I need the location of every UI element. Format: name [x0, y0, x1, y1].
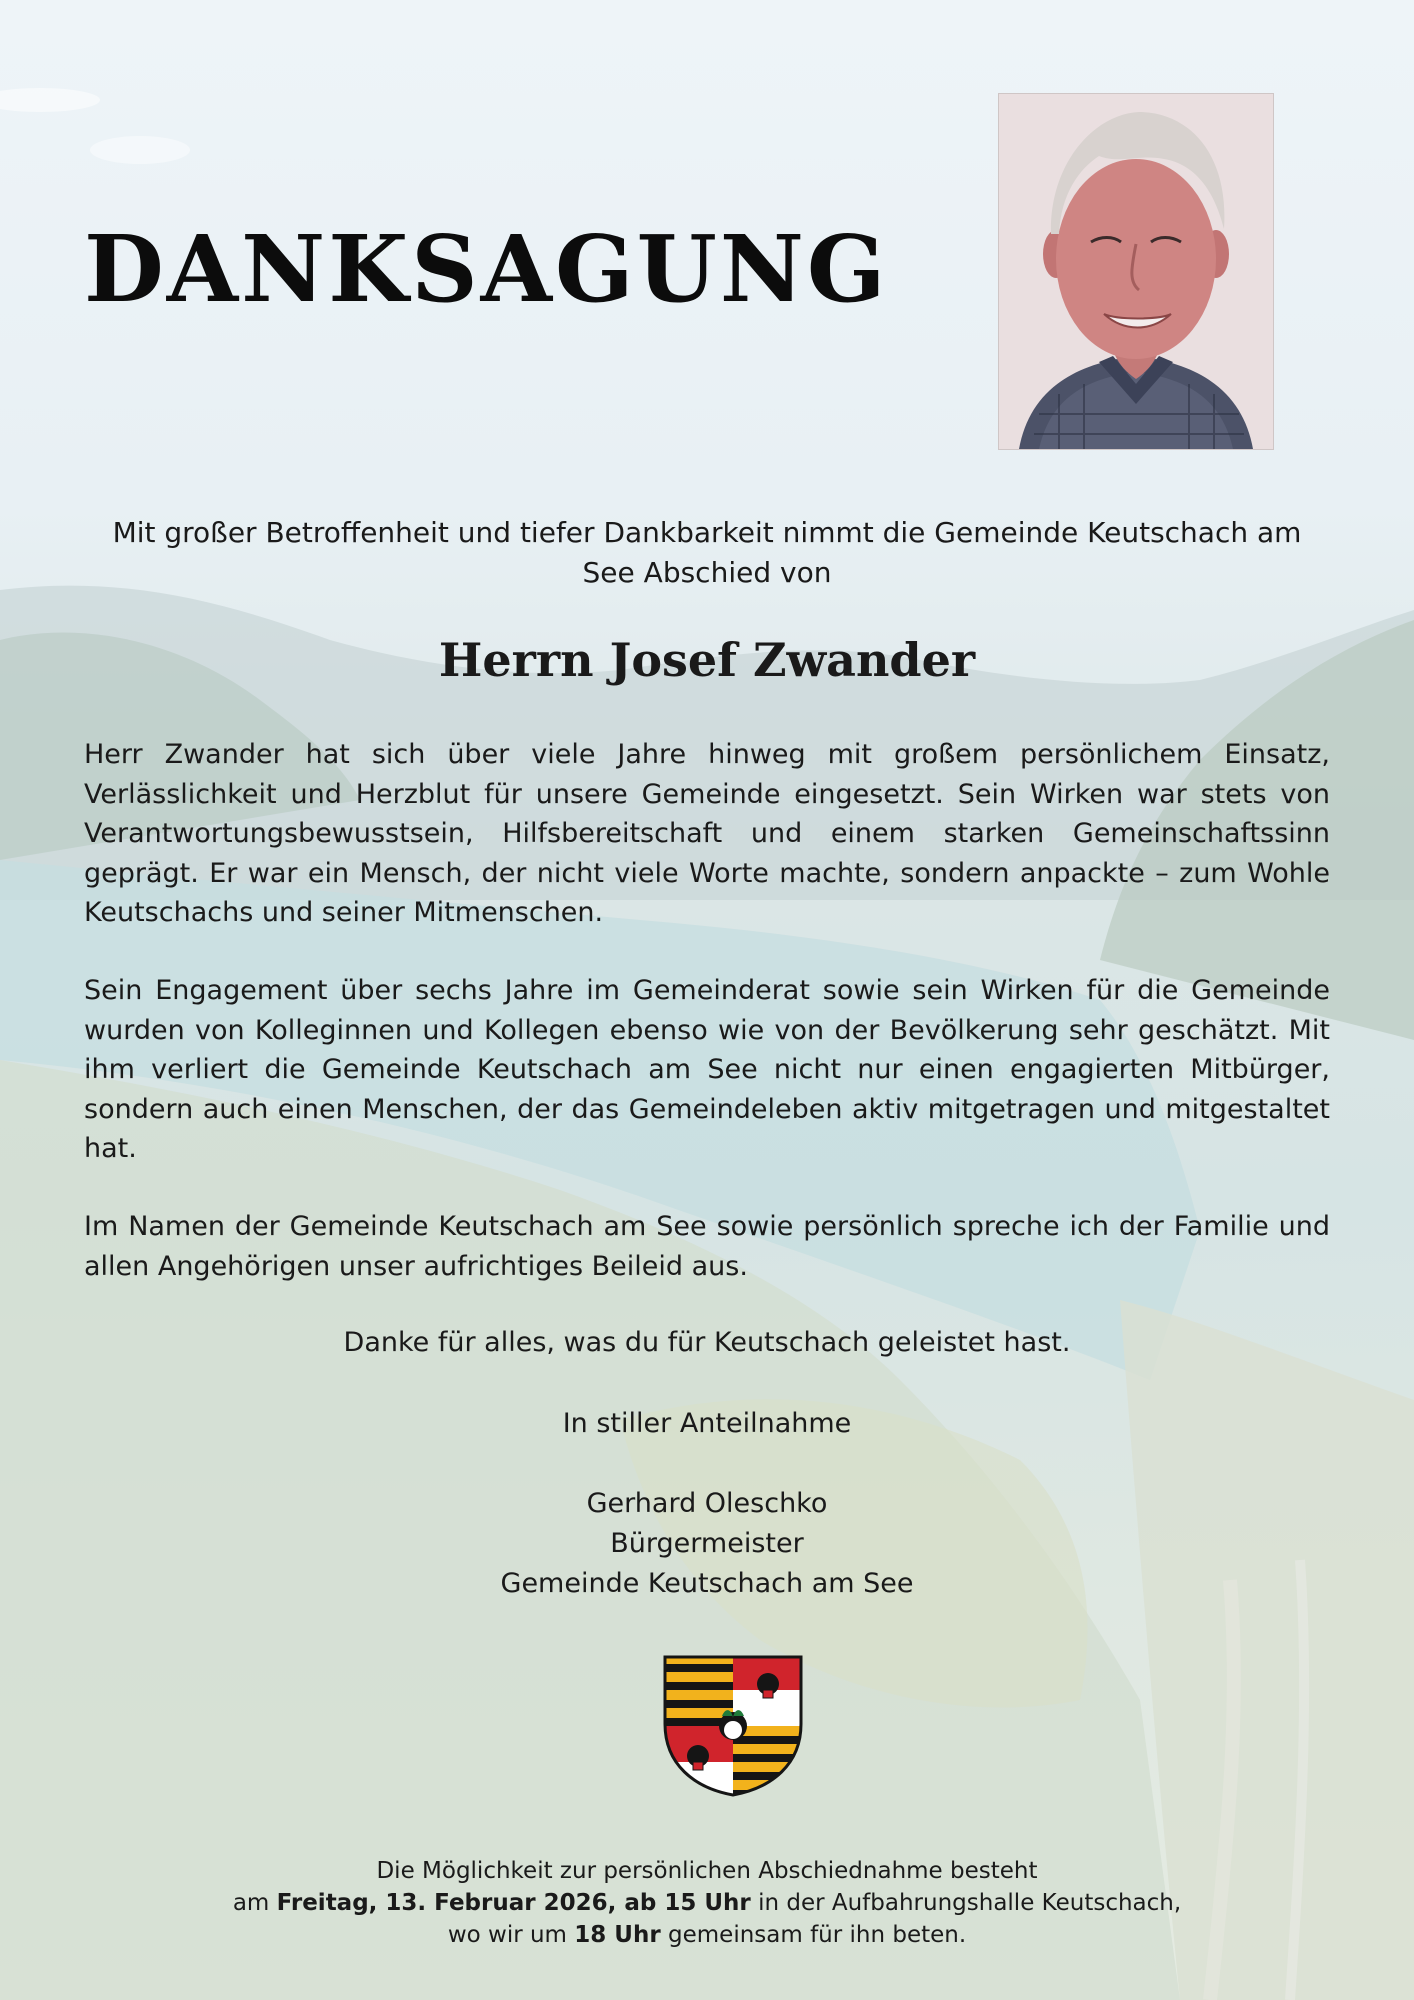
coat-of-arms-icon: [662, 1654, 804, 1798]
viewing-info: [84, 1855, 1330, 1951]
thanks-line: Danke für alles, was du für Keutschach geleistet hast.: [343, 1327, 1071, 1358]
viewing-line-2-suffix: in der Aufbahrungshalle Keutschach,: [758, 1890, 1182, 1916]
body-paragraph-2: Sein Engagement über sechs Jahre im Gemeinderat sowie sein Wirken für die Gemeinde wurden von Kolleginnen und Kollegen ebenso wie von der Bevölkerung sehr geschätzt. Mit ihm verliert die Gemeinde Keutschach am See nicht nur einen engagierten Mitbürger, sondern auch einen Menschen, der das Gemeindeleben aktiv mitgetragen und mitgestaltet hat.: [84, 975, 1330, 1164]
viewing-line-3-suffix: gemeinsam für ihn beten.: [668, 1922, 967, 1948]
intro-text: Mit großer Betroffenheit und tiefer Dankbarkeit nimmt die Gemeinde Keutschach am See Abschied von: [112, 516, 1302, 589]
closing-line: In stiller Anteilnahme: [562, 1408, 852, 1439]
viewing-info-line-1-text: Die Möglichkeit zur persönlichen Abschiednahme besteht: [376, 1858, 1038, 1884]
body-paragraph-1: Herr Zwander hat sich über viele Jahre hinweg mit großem persönlichem Einsatz, Verlässlichkeit und Herzblut für unsere Gemeinde eingesetzt. Sein Wirken war stets von Verantwortungsbewusstsein, Hilfsbereitschaft und einem starken Gemeinschaftssinn geprägt. Er war ein Mensch, der nicht viele Worte machte, sondern anpackte – zum Wohle Keutschachs und seiner Mitmenschen.: [84, 739, 1330, 928]
signature-organization: Gemeinde Keutschach am See: [500, 1568, 914, 1599]
viewing-line-2-prefix: am: [232, 1890, 270, 1916]
viewing-line-3-prefix: wo wir um: [447, 1922, 567, 1948]
viewing-info-line-2: [84, 1887, 1330, 1919]
viewing-info-line-1: [84, 1855, 1330, 1887]
prayer-time: 18 Uhr: [574, 1922, 661, 1948]
viewing-date-time: Freitag, 13. Februar 2026, ab 15 Uhr: [276, 1890, 751, 1916]
body-paragraph-3: Im Namen der Gemeinde Keutschach am See sowie persönlich spreche ich der Familie und allen Angehörigen unser aufrichtiges Beileid aus.: [84, 1211, 1330, 1282]
signature-name: Gerhard Oleschko: [586, 1488, 828, 1519]
portrait-photo: [998, 93, 1274, 450]
signature-block: [84, 1484, 1330, 1604]
signature-role: Bürgermeister: [610, 1528, 804, 1559]
deceased-name: Herrn Josef Zwander: [438, 633, 976, 687]
page-title: DANKSAGUNG: [84, 215, 889, 323]
viewing-info-line-3: [84, 1919, 1330, 1951]
